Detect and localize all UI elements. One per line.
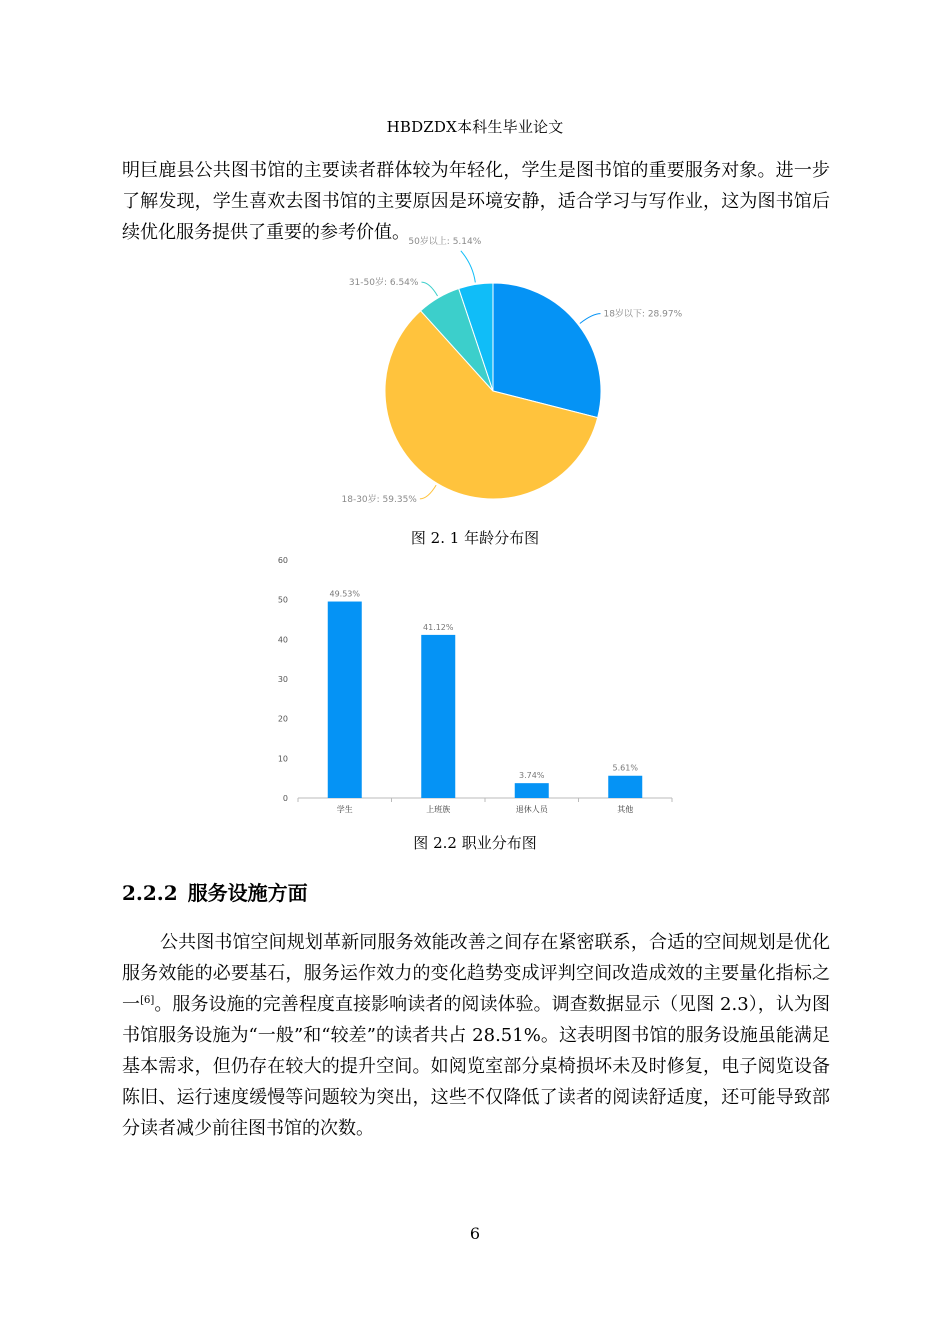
bar-1 [421, 635, 455, 798]
bar-value-label-0: 49.53% [329, 589, 361, 599]
pie-leader-1 [420, 485, 436, 499]
x-category-label-3: 其他 [617, 805, 634, 814]
pie-leader-3 [461, 251, 476, 283]
pie-label-2: 31-50岁: 6.54% [348, 278, 419, 289]
page-number: 6 [469, 1224, 481, 1243]
pie-leader-0 [580, 314, 601, 324]
y-tick-label-0: 0 [282, 794, 288, 803]
x-category-label-2: 退休人员 [515, 805, 548, 814]
body-paragraph-2 [122, 927, 830, 1144]
pie-label-0: 18岁以下: 28.97% [603, 309, 683, 320]
paragraph-2-text-b: 。服务设施的完善程度直接影响读者的阅读体验。调查数据显示（见图 2.3），认为图书馆服务设施为“一般”和“较差”的读者共占 28.51%。这表明图书馆的服务设施虽能满足基本需求，但仍存在较大的提升空间。如阅览室部分桌椅损坏未及时修复，电子阅览设备陈旧、运行速度缓慢等问题较为突出，这些不仅降低了读者的阅读舒适度，还可能导致部分读者减少前往图书馆的次数。 [122, 994, 830, 1139]
y-tick-label-3: 30 [277, 675, 288, 684]
y-tick-label-5: 50 [277, 595, 288, 605]
x-category-label-0: 学生 [336, 805, 353, 814]
age-pie-chart [0, 236, 950, 515]
occupation-bar-chart [0, 550, 950, 820]
bar-value-label-1: 41.12% [422, 622, 454, 632]
body-paragraph-1: 明巨鹿县公共图书馆的主要读者群体较为年轻化，学生是图书馆的重要服务对象。进一步了解发现，学生喜欢去图书馆的主要原因是环境安静，适合学习与写作业，这为图书馆后续优化服务提供了重要的参考价值。 [122, 160, 830, 243]
bar-2 [515, 783, 549, 798]
bar-value-label-2: 3.74% [519, 771, 545, 781]
y-tick-label-1: 10 [277, 754, 288, 764]
pie-leader-2 [421, 282, 437, 296]
pie-label-3: 50岁以上: 5.14% [408, 236, 482, 247]
figure-2-caption: 图 2.2 职业分布图 [413, 834, 537, 852]
bar-3 [608, 776, 642, 798]
bar-0 [328, 602, 362, 798]
pie-label-1: 18-30岁: 59.35% [341, 494, 417, 505]
y-tick-label-2: 20 [277, 714, 288, 724]
paragraph-2-text-a: 公共图书馆空间规划革新同服务效能改善之间存在紧密联系，合适的空间规划是优化服务效能的必要基石，服务运作效力的变化趋势变成评判空间改造成效的主要量化指标之一 [122, 932, 830, 1015]
section-title: 服务设施方面 [187, 881, 308, 905]
y-tick-label-6: 60 [277, 556, 288, 565]
bar-value-label-3: 5.61% [612, 763, 638, 773]
section-heading [122, 877, 308, 906]
citation-ref[interactable]: [6] [140, 995, 155, 1006]
running-header: HBDZDX本科生毕业论文 [386, 118, 564, 136]
x-category-label-1: 上班族 [426, 805, 451, 814]
y-tick-label-4: 40 [277, 635, 288, 645]
section-number: 2.2.2 [122, 881, 178, 905]
figure-1-caption: 图 2. 1 年龄分布图 [410, 529, 540, 547]
